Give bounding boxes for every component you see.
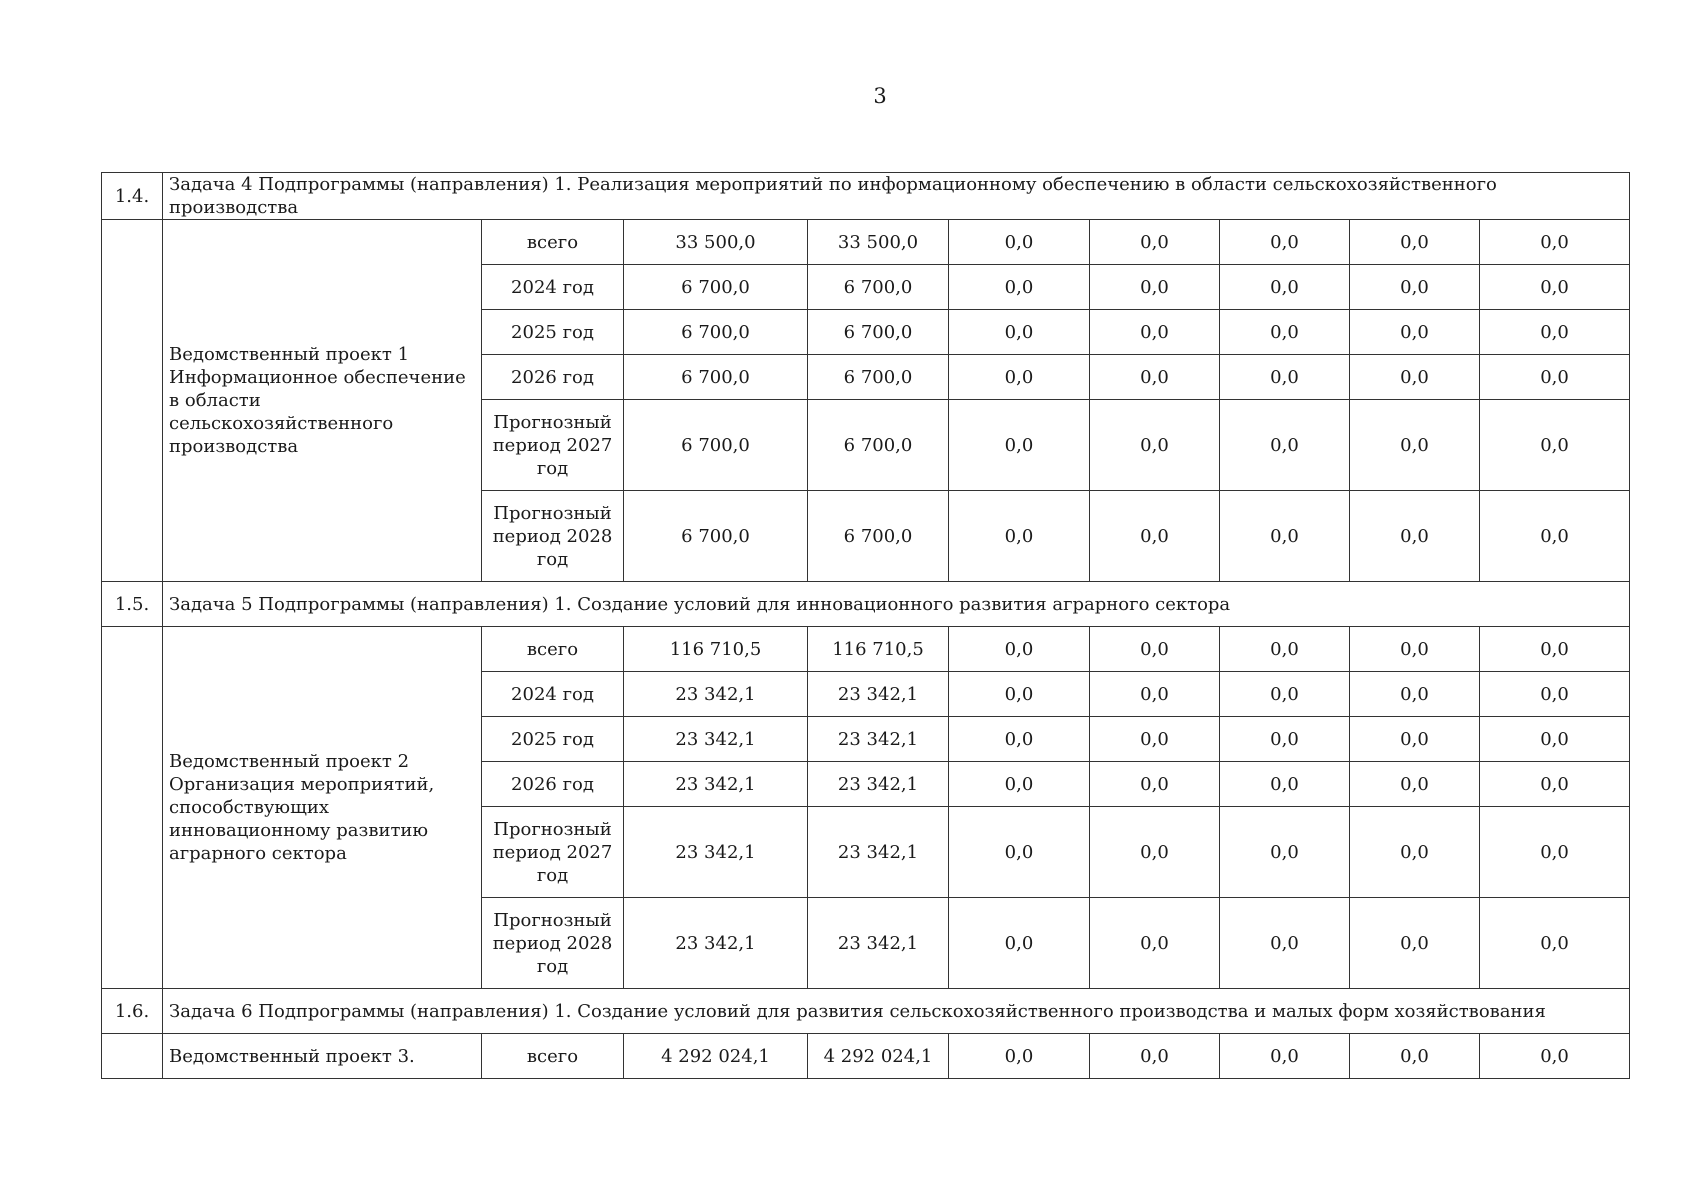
value-cell: 23 342,1 bbox=[624, 672, 808, 717]
value-cell: 0,0 bbox=[1350, 898, 1480, 989]
value-cell: 0,0 bbox=[1220, 220, 1350, 265]
value-cell: 6 700,0 bbox=[624, 491, 808, 582]
value-cell: 0,0 bbox=[949, 400, 1090, 491]
task-number: 1.6. bbox=[102, 989, 163, 1034]
value-cell: 0,0 bbox=[1480, 672, 1630, 717]
value-cell: 0,0 bbox=[949, 762, 1090, 807]
value-cell: 0,0 bbox=[1090, 627, 1220, 672]
value-cell: 0,0 bbox=[1090, 672, 1220, 717]
value-cell: 0,0 bbox=[949, 1034, 1090, 1079]
value-cell: 0,0 bbox=[1480, 807, 1630, 898]
task-row bbox=[102, 989, 1630, 1034]
value-cell: 0,0 bbox=[1090, 491, 1220, 582]
value-cell: 0,0 bbox=[949, 220, 1090, 265]
value-cell: 23 342,1 bbox=[624, 762, 808, 807]
value-cell: 0,0 bbox=[949, 265, 1090, 310]
value-cell: 0,0 bbox=[1480, 400, 1630, 491]
value-cell: 0,0 bbox=[1090, 220, 1220, 265]
value-cell: 0,0 bbox=[1480, 491, 1630, 582]
value-cell: 116 710,5 bbox=[624, 627, 808, 672]
task-title: Задача 4 Подпрограммы (направления) 1. Реализация мероприятий по информационному обеспечению в области сельскохозяйственного производства bbox=[163, 173, 1630, 220]
project-name: Ведомственный проект 3. bbox=[163, 1034, 482, 1079]
empty-number-cell bbox=[102, 1034, 163, 1079]
value-cell: 0,0 bbox=[1480, 717, 1630, 762]
value-cell: 0,0 bbox=[1090, 355, 1220, 400]
value-cell: 0,0 bbox=[949, 717, 1090, 762]
task-title: Задача 5 Подпрограммы (направления) 1. Создание условий для инновационного развития аграрного сектора bbox=[163, 582, 1630, 627]
value-cell: 0,0 bbox=[1480, 1034, 1630, 1079]
value-cell: 6 700,0 bbox=[624, 310, 808, 355]
value-cell: 0,0 bbox=[1220, 807, 1350, 898]
value-cell: 0,0 bbox=[1090, 310, 1220, 355]
value-cell: 0,0 bbox=[1220, 627, 1350, 672]
value-cell: 0,0 bbox=[1480, 310, 1630, 355]
value-cell: 0,0 bbox=[949, 491, 1090, 582]
period-cell: Прогнозный период 2028 год bbox=[482, 898, 624, 989]
value-cell: 0,0 bbox=[1220, 355, 1350, 400]
page-number: 3 bbox=[873, 84, 887, 108]
value-cell: 0,0 bbox=[1480, 220, 1630, 265]
value-cell: 23 342,1 bbox=[808, 717, 949, 762]
value-cell: 33 500,0 bbox=[624, 220, 808, 265]
period-cell: Прогнозный период 2027 год bbox=[482, 400, 624, 491]
value-cell: 4 292 024,1 bbox=[808, 1034, 949, 1079]
value-cell: 0,0 bbox=[949, 355, 1090, 400]
period-cell: всего bbox=[482, 627, 624, 672]
value-cell: 0,0 bbox=[1480, 898, 1630, 989]
budget-table bbox=[101, 172, 1630, 1079]
task-row bbox=[102, 582, 1630, 627]
value-cell: 23 342,1 bbox=[808, 672, 949, 717]
value-cell: 6 700,0 bbox=[624, 265, 808, 310]
value-cell: 0,0 bbox=[1350, 400, 1480, 491]
task-number: 1.5. bbox=[102, 582, 163, 627]
value-cell: 4 292 024,1 bbox=[624, 1034, 808, 1079]
value-cell: 0,0 bbox=[1220, 400, 1350, 491]
value-cell: 0,0 bbox=[1220, 265, 1350, 310]
value-cell: 0,0 bbox=[1350, 265, 1480, 310]
value-cell: 0,0 bbox=[1480, 762, 1630, 807]
value-cell: 23 342,1 bbox=[808, 762, 949, 807]
value-cell: 33 500,0 bbox=[808, 220, 949, 265]
period-cell: 2024 год bbox=[482, 672, 624, 717]
value-cell: 0,0 bbox=[949, 310, 1090, 355]
period-cell: 2025 год bbox=[482, 717, 624, 762]
value-cell: 0,0 bbox=[949, 807, 1090, 898]
period-cell: всего bbox=[482, 220, 624, 265]
period-cell: Прогнозный период 2028 год bbox=[482, 491, 624, 582]
value-cell: 0,0 bbox=[1350, 627, 1480, 672]
table-row bbox=[102, 220, 1630, 265]
value-cell: 0,0 bbox=[1350, 672, 1480, 717]
value-cell: 0,0 bbox=[1350, 807, 1480, 898]
value-cell: 0,0 bbox=[1220, 310, 1350, 355]
value-cell: 0,0 bbox=[1350, 310, 1480, 355]
value-cell: 0,0 bbox=[1350, 1034, 1480, 1079]
value-cell: 23 342,1 bbox=[624, 717, 808, 762]
value-cell: 0,0 bbox=[1480, 627, 1630, 672]
value-cell: 0,0 bbox=[1480, 355, 1630, 400]
value-cell: 0,0 bbox=[1220, 762, 1350, 807]
project-name: Ведомственный проект 2 Организация мероприятий, способствующих инновационному развитию аграрного сектора bbox=[163, 627, 482, 989]
value-cell: 23 342,1 bbox=[624, 807, 808, 898]
value-cell: 0,0 bbox=[1220, 717, 1350, 762]
value-cell: 23 342,1 bbox=[624, 898, 808, 989]
value-cell: 6 700,0 bbox=[624, 400, 808, 491]
task-number: 1.4. bbox=[102, 173, 163, 220]
empty-number-cell bbox=[102, 627, 163, 989]
value-cell: 6 700,0 bbox=[808, 310, 949, 355]
value-cell: 23 342,1 bbox=[808, 898, 949, 989]
value-cell: 0,0 bbox=[1090, 762, 1220, 807]
table-row bbox=[102, 1034, 1630, 1079]
table-row bbox=[102, 627, 1630, 672]
period-cell: всего bbox=[482, 1034, 624, 1079]
value-cell: 23 342,1 bbox=[808, 807, 949, 898]
value-cell: 0,0 bbox=[1220, 1034, 1350, 1079]
value-cell: 0,0 bbox=[1350, 717, 1480, 762]
value-cell: 6 700,0 bbox=[624, 355, 808, 400]
value-cell: 0,0 bbox=[1220, 491, 1350, 582]
value-cell: 6 700,0 bbox=[808, 265, 949, 310]
value-cell: 0,0 bbox=[1350, 491, 1480, 582]
project-name: Ведомственный проект 1 Информационное обеспечение в области сельскохозяйственного производства bbox=[163, 220, 482, 582]
value-cell: 0,0 bbox=[1350, 220, 1480, 265]
period-cell: 2024 год bbox=[482, 265, 624, 310]
table-body bbox=[102, 173, 1630, 1079]
value-cell: 0,0 bbox=[949, 898, 1090, 989]
value-cell: 0,0 bbox=[1090, 1034, 1220, 1079]
value-cell: 0,0 bbox=[949, 627, 1090, 672]
value-cell: 0,0 bbox=[1090, 898, 1220, 989]
value-cell: 6 700,0 bbox=[808, 400, 949, 491]
value-cell: 6 700,0 bbox=[808, 355, 949, 400]
value-cell: 0,0 bbox=[1090, 807, 1220, 898]
value-cell: 0,0 bbox=[1350, 762, 1480, 807]
value-cell: 0,0 bbox=[1220, 672, 1350, 717]
period-cell: 2026 год bbox=[482, 355, 624, 400]
value-cell: 0,0 bbox=[949, 672, 1090, 717]
value-cell: 0,0 bbox=[1090, 265, 1220, 310]
value-cell: 0,0 bbox=[1350, 355, 1480, 400]
period-cell: 2025 год bbox=[482, 310, 624, 355]
value-cell: 116 710,5 bbox=[808, 627, 949, 672]
value-cell: 6 700,0 bbox=[808, 491, 949, 582]
value-cell: 0,0 bbox=[1220, 898, 1350, 989]
value-cell: 0,0 bbox=[1480, 265, 1630, 310]
task-title: Задача 6 Подпрограммы (направления) 1. Создание условий для развития сельскохозяйственного производства и малых форм хозяйствования bbox=[163, 989, 1630, 1034]
value-cell: 0,0 bbox=[1090, 717, 1220, 762]
period-cell: Прогнозный период 2027 год bbox=[482, 807, 624, 898]
period-cell: 2026 год bbox=[482, 762, 624, 807]
task-row bbox=[102, 173, 1630, 220]
empty-number-cell bbox=[102, 220, 163, 582]
value-cell: 0,0 bbox=[1090, 400, 1220, 491]
